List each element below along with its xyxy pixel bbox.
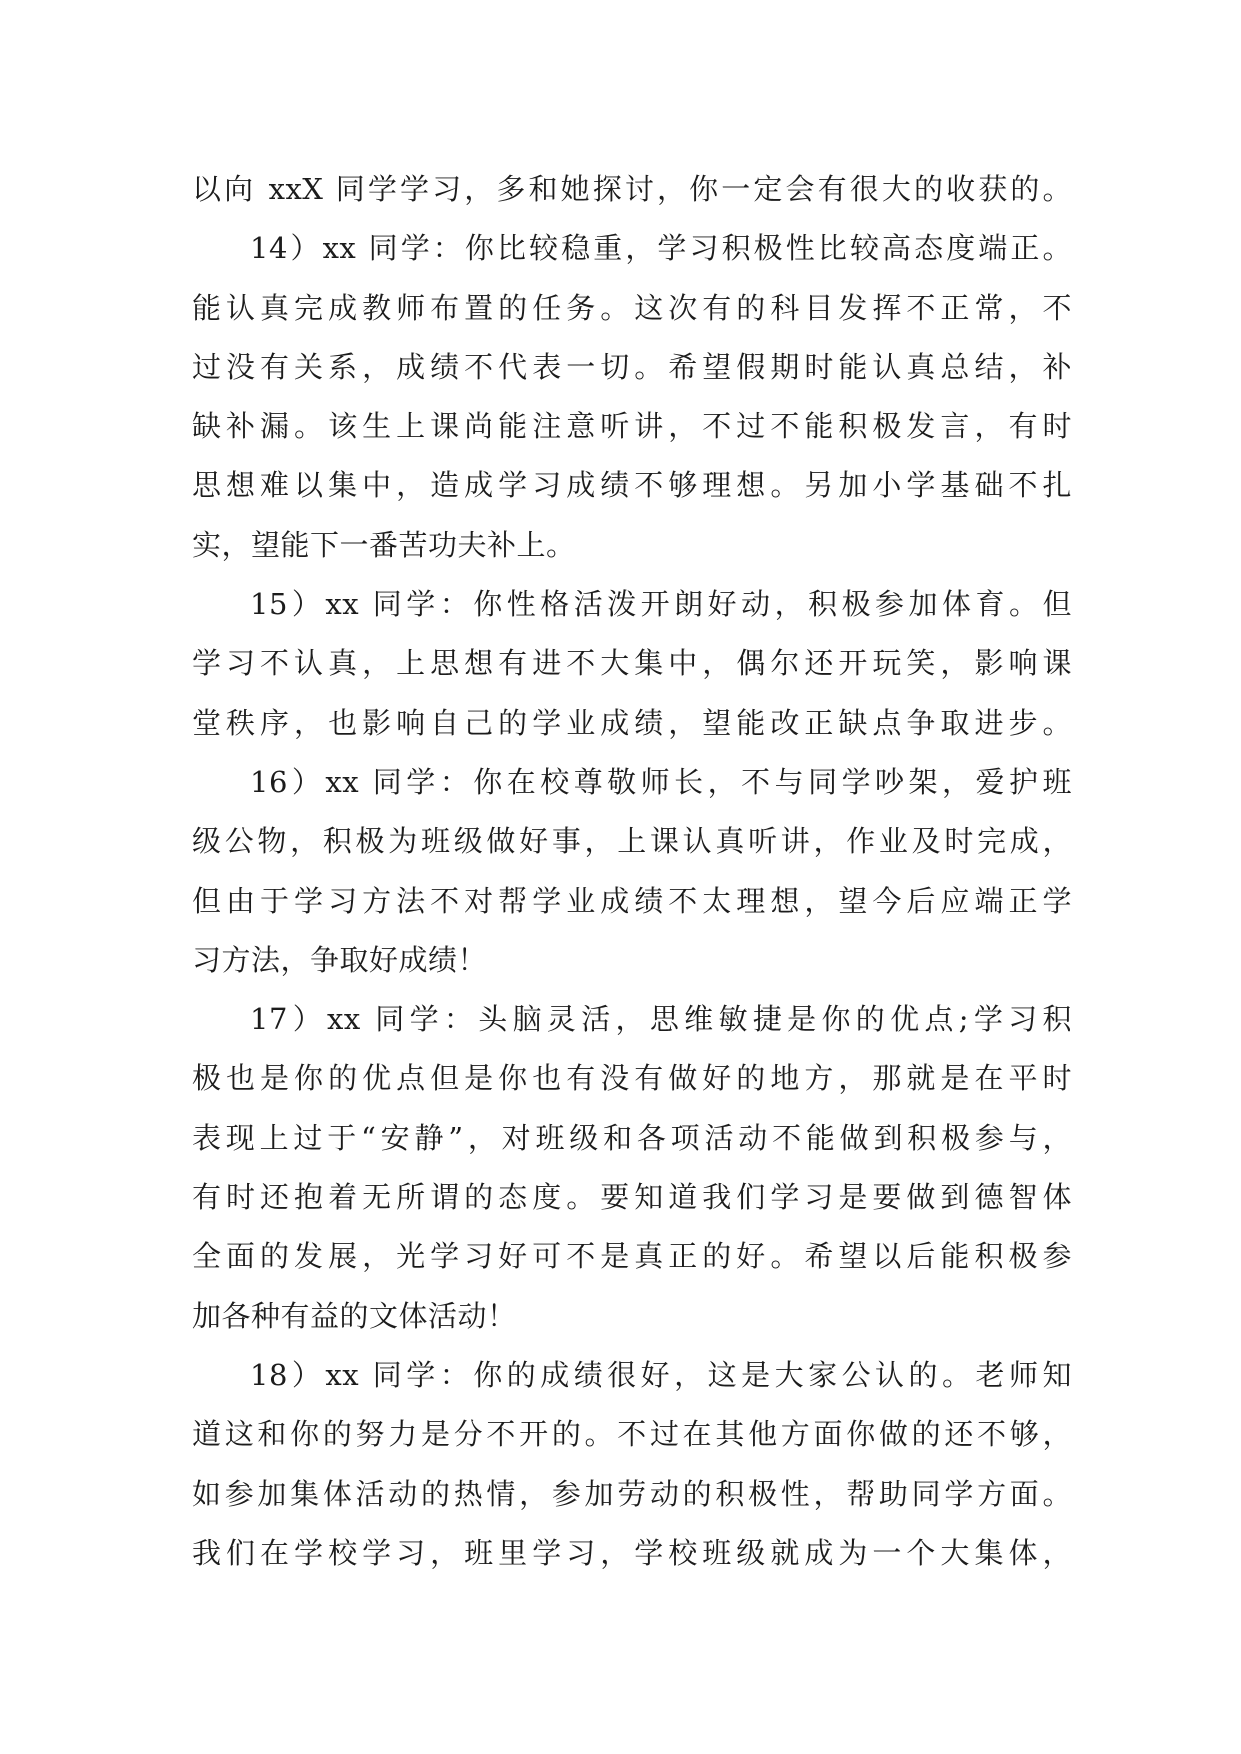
paragraph-17-line: 17）xx 同学：头脑灵活，思维敏捷是你的优点;学习积 [250, 1002, 1072, 1037]
text-line: 道这和你的努力是分不开的。不过在其他方面你做的还不够， [192, 1417, 1072, 1452]
text-line: 堂秩序，也影响自己的学业成绩，望能改正缺点争取进步。 [192, 705, 1072, 740]
text-line: 缺补漏。该生上课尚能注意听讲，不过不能积极发言，有时 [192, 409, 1072, 444]
text-line: 表现上过于“安静”，对班级和各项活动不能做到积极参与， [192, 1120, 1072, 1155]
text-line: 实，望能下一番苦功夫补上。 [192, 527, 576, 562]
text-line: 过没有关系，成绩不代表一切。希望假期时能认真总结，补 [192, 349, 1072, 384]
text-line: 但由于学习方法不对帮学业成绩不太理想，望今后应端正学 [192, 883, 1072, 918]
paragraph-16-line: 16）xx 同学：你在校尊敬师长，不与同学吵架，爱护班 [250, 764, 1072, 799]
text-line: 如参加集体活动的热情，参加劳动的积极性，帮助同学方面。 [192, 1476, 1072, 1511]
paragraph-14-line: 14）xx 同学：你比较稳重，学习积极性比较高态度端正。 [250, 231, 1072, 266]
text-line: 思想难以集中，造成学习成绩不够理想。另加小学基础不扎 [192, 468, 1072, 503]
text-line: 级公物，积极为班级做好事，上课认真听讲，作业及时完成， [192, 824, 1072, 859]
paragraph-18-line: 18）xx 同学：你的成绩很好，这是大家公认的。老师知 [250, 1357, 1072, 1392]
document-body [192, 160, 1072, 1583]
text-line: 能认真完成教师布置的任务。这次有的科目发挥不正常，不 [192, 290, 1072, 325]
text-line: 有时还抱着无所谓的态度。要知道我们学习是要做到德智体 [192, 1180, 1072, 1215]
text-line: 习方法，争取好成绩！ [192, 942, 488, 977]
text-line: 全面的发展，光学习好可不是真正的好。希望以后能积极参 [192, 1239, 1072, 1274]
paragraph-15-line: 15）xx 同学：你性格活泼开朗好动，积极参加体育。但 [250, 587, 1072, 622]
text-line: 加各种有益的文体活动！ [192, 1298, 517, 1333]
text-line: 极也是你的优点但是你也有没有做好的地方，那就是在平时 [192, 1061, 1072, 1096]
text-line: 我们在学校学习，班里学习，学校班级就成为一个大集体， [192, 1535, 1072, 1570]
text-line: 学习不认真，上思想有进不大集中，偶尔还开玩笑，影响课 [192, 646, 1072, 681]
text-line: 以向 xxX 同学学习，多和她探讨，你一定会有很大的收获的。 [192, 172, 1072, 206]
